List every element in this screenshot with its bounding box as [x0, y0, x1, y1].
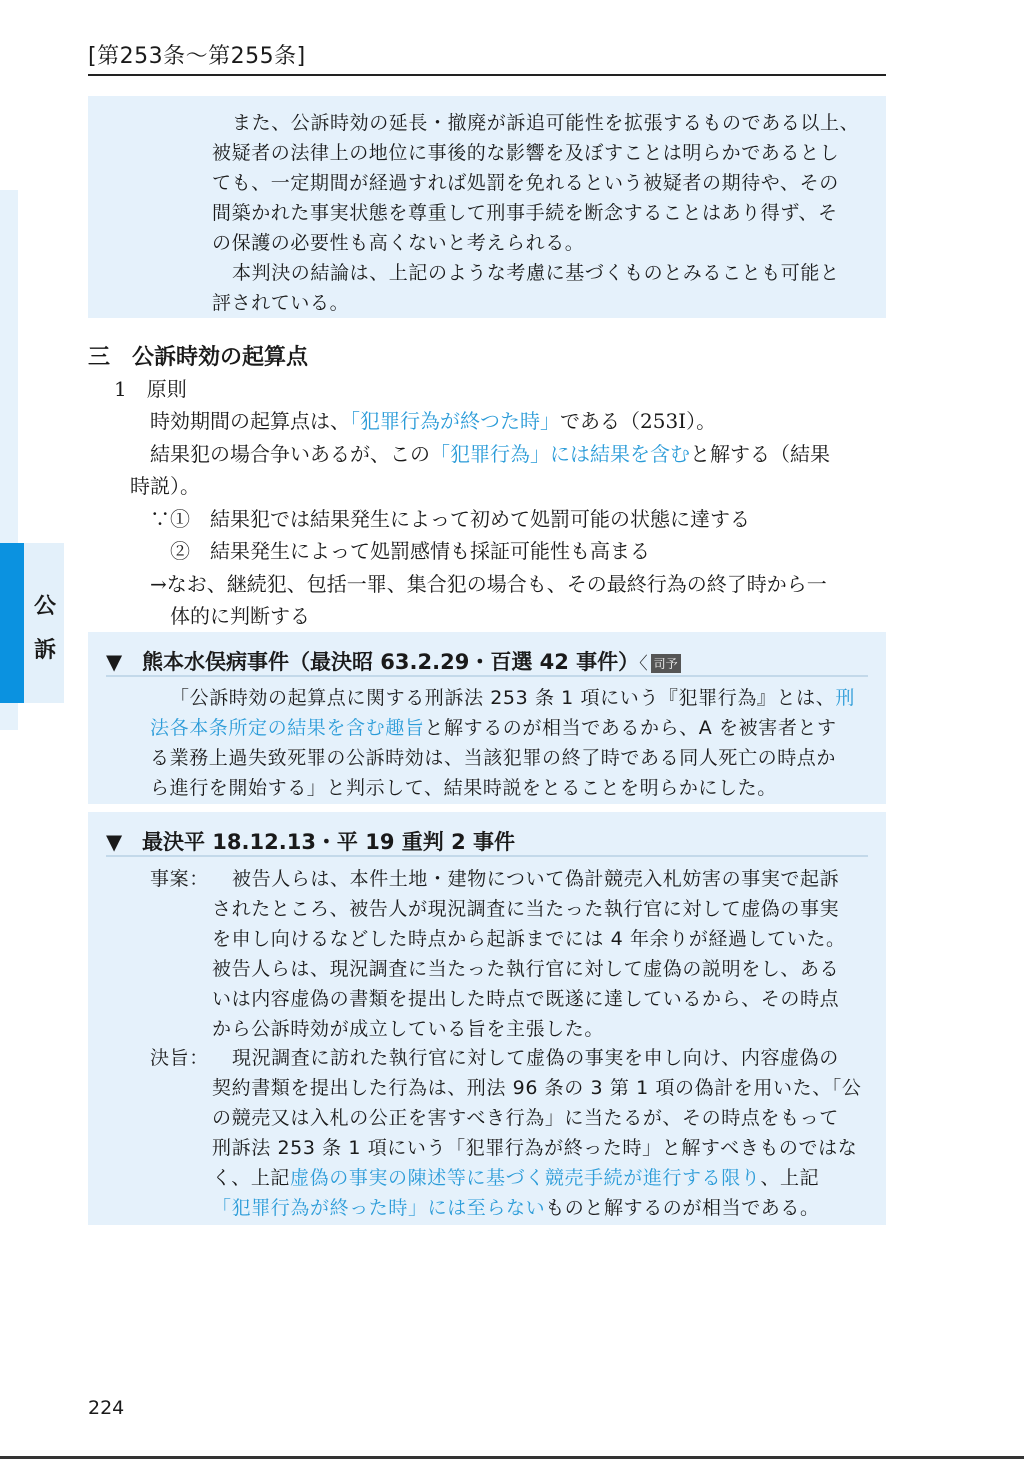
facts-line: 被告人らは、本件土地・建物について偽計競売入札妨害の事実で起訴	[232, 868, 840, 890]
case-text-line: 「公訴時効の起算点に関する刑訴法 253 条 1 項にいう『犯罪行為』とは、刑	[170, 687, 855, 709]
exam-badge: 司予	[651, 654, 681, 673]
sub-heading: 1 原則	[114, 377, 187, 401]
highlight-text: 「犯罪行為が終つた時」	[350, 409, 560, 433]
chapter-tab-bar	[0, 543, 24, 703]
note-line: 体的に判断する	[170, 604, 310, 628]
box1-line: 間築かれた事実状態を尊重して刑事手続を断念することはあり得ず、そ	[212, 202, 838, 224]
section-heading: 三 公訴時効の起算点	[88, 344, 309, 370]
holding-line: 刑訴法 253 条 1 項にいう「犯罪行為が終った時」と解すべきものではな	[212, 1137, 858, 1159]
note-line: →なお、継続犯、包括一罪、集合犯の場合も、その最終行為の終了時から一	[150, 572, 827, 596]
box1-line: 被疑者の法律上の地位に事後的な影響を及ぼすことは明らかであるとし	[212, 142, 840, 164]
holding-line: の競売又は入札の公正を害すべき行為」に当たるが、その時点をもって	[212, 1107, 839, 1129]
facts-label: 事案：	[150, 868, 209, 890]
box1-line: 評されている。	[212, 292, 350, 314]
case-text-line: る業務上過失致死罪の公訴時効は、当該犯罪の終了時である同人死亡の時点か	[150, 747, 837, 769]
box1-line: ても、一定期間が経過すれば処罰を免れるという被疑者の期待や、その	[212, 172, 839, 194]
chapter-tab-label: 公 訴	[33, 594, 56, 663]
holding-label: 決旨：	[150, 1047, 209, 1069]
running-header	[88, 40, 886, 76]
facts-line: から公訴時効が成立している旨を主張した。	[212, 1018, 605, 1040]
facts-line: を申し向けるなどした時点から起訴までには 4 年余りが経過していた。	[212, 928, 846, 950]
case-title-rule	[106, 855, 868, 857]
holding-line: く、上記虚偽の事実の陳述等に基づく競売手続が進行する限り、上記	[212, 1167, 820, 1189]
case-text-line: 法各本条所定の結果を含む趣旨と解するのが相当であるから、A を被害者とす	[150, 717, 837, 739]
chapter-tab	[0, 543, 64, 703]
reason-line: ∵① 結果犯では結果発生によって初めて処罰可能の状態に達する	[150, 507, 750, 531]
facts-line: されたところ、被告人が現況調査に当たった執行官に対して虚偽の事実	[212, 898, 840, 920]
case-text-line: ら進行を開始する」と判示して、結果時説をとることを明らかにした。	[150, 777, 777, 799]
body-line: 結果犯の場合争いあるが、この「犯罪行為」には結果を含むと解する（結果	[150, 442, 830, 466]
holding-line: 現況調査に訪れた執行官に対して虚偽の事実を申し向け、内容虚偽の	[232, 1047, 839, 1069]
facts-line: いは内容虚偽の書類を提出した時点で既遂に達しているから、その時点	[212, 988, 840, 1010]
triangle-marker-icon: ▼	[106, 830, 123, 854]
facts-line: 被告人らは、現況調査に当たった執行官に対して虚偽の説明をし、ある	[212, 958, 840, 980]
case-title: ▼ 最決平 18.12.13・平 19 重判 2 事件	[106, 830, 516, 854]
case-title-rule	[106, 675, 868, 677]
box1-line: 本判決の結論は、上記のような考慮に基づくものとみることも可能と	[232, 262, 840, 284]
highlight-text: 「犯罪行為」には結果を含む	[430, 442, 690, 466]
box1-line: また、公訴時効の延長・撤廃が訴追可能性を拡張するものである以上、	[232, 112, 860, 134]
holding-line: 「犯罪行為が終った時」には至らないものと解するのが相当である。	[212, 1197, 820, 1219]
body-line: 時効期間の起算点は、「犯罪行為が終つた時」である（253Ⅰ）。	[150, 409, 717, 433]
triangle-marker-icon: ▼	[106, 650, 123, 674]
holding-line: 契約書類を提出した行為は、刑法 96 条の 3 第 1 項の偽計を用いた、「公	[212, 1077, 862, 1099]
header-title: [第253条〜第255条]	[88, 44, 306, 69]
reason-line: ② 結果発生によって処罰感情も採証可能性も高まる	[170, 539, 650, 563]
body-line: 時説）。	[130, 474, 200, 498]
case-title: ▼ 熊本水俣病事件（最決昭 63.2.29・百選 42 事件）〈 司予	[106, 646, 681, 676]
box1-line: の保護の必要性も高くないと考えられる。	[212, 232, 585, 254]
page-number: 224	[88, 1397, 125, 1419]
